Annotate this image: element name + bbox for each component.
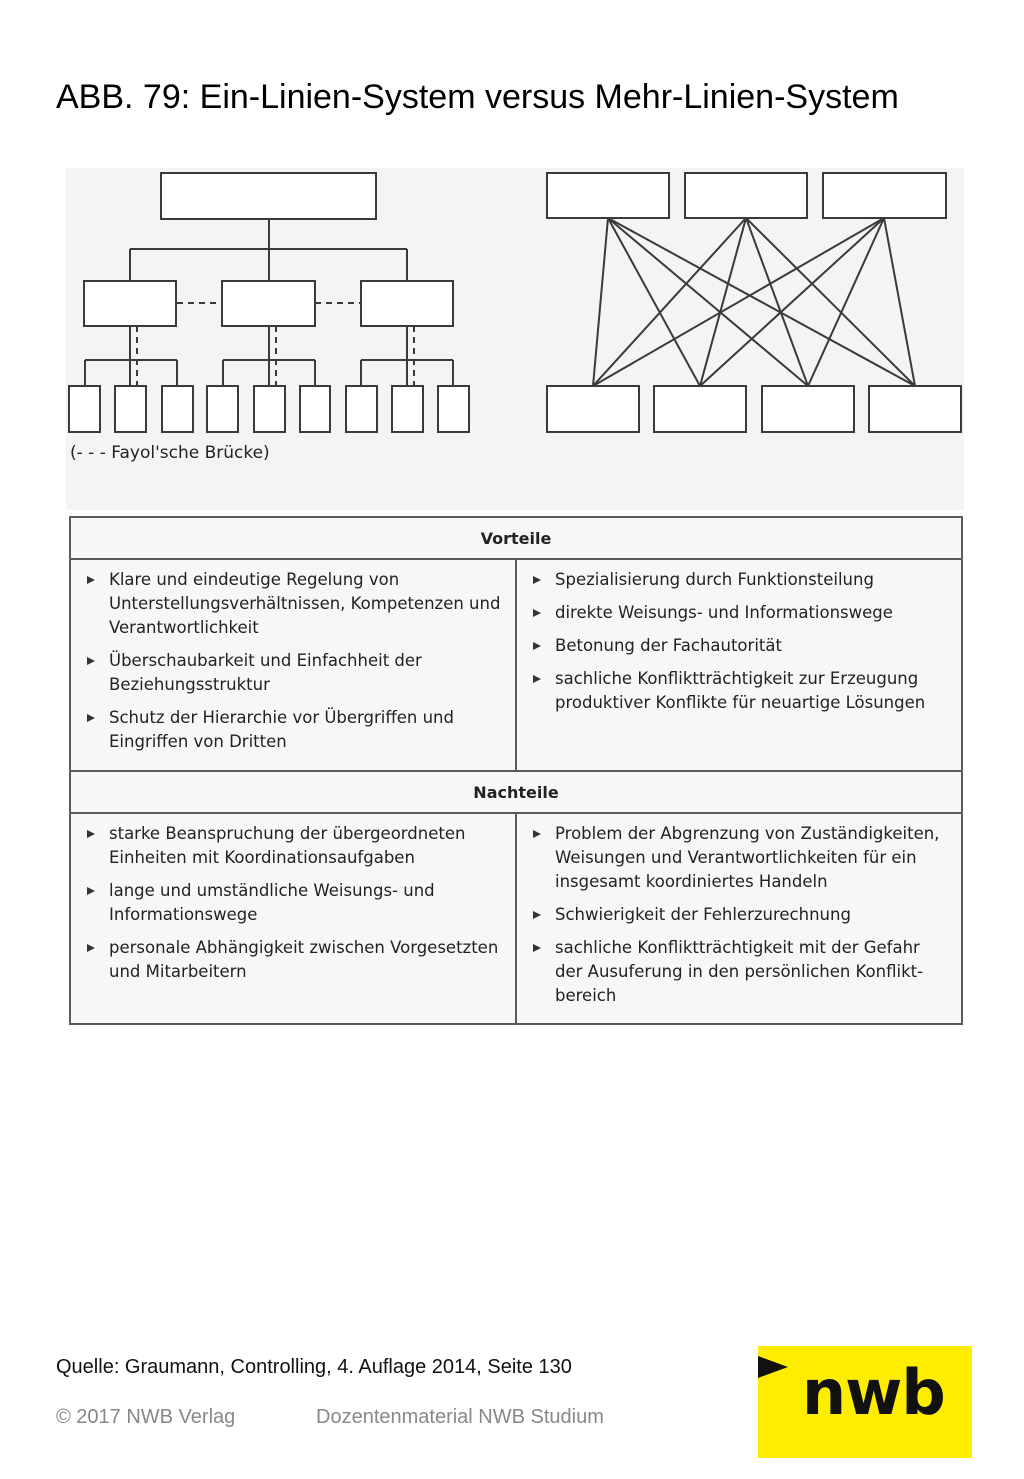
top-unit-box (685, 173, 807, 218)
bullet-triangle-icon (533, 609, 541, 617)
list-item-text: Klare und eindeutige Regelung von Unterstellungsverhältnissen, Kompetenzen und Verantwortlichkeit (109, 570, 501, 637)
list-item-text: Problem der Abgrenzung von Zuständigkeiten, Weisungen und Verantwortlichkeiten für ein insgesamt koordiniertes Handeln (555, 824, 940, 891)
footer-material: Dozentenmaterial NWB Studium (316, 1406, 604, 1428)
comparison-table (69, 516, 963, 1025)
connector-line (808, 218, 884, 386)
middle-unit-box (361, 281, 453, 326)
list-item-text: Schwierigkeit der Fehlerzurechnung (555, 905, 851, 924)
list-item (531, 634, 951, 658)
vorteile-left-cell (70, 559, 516, 771)
list-item-text: sachliche Konfliktträchtigkeit zur Erzeugung produktiver Konflikte für neuartige Lösungen (555, 669, 926, 712)
lower-unit-box (300, 386, 330, 432)
bullet-triangle-icon (533, 576, 541, 584)
lower-unit-box (254, 386, 285, 432)
vorteile-right-cell (516, 559, 962, 771)
list-item-text: Überschaubarkeit und Einfachheit der Beziehungsstruktur (109, 651, 422, 694)
multi-line-system (547, 173, 961, 432)
connector-line (700, 218, 884, 386)
source-citation: Quelle: Graumann, Controlling, 4. Auflage 2014, Seite 130 (56, 1356, 572, 1378)
lower-unit-box (207, 386, 238, 432)
lower-unit-box (346, 386, 377, 432)
vorteile-left-list (85, 568, 505, 754)
top-unit-box (823, 173, 946, 218)
list-item (85, 879, 505, 927)
list-item (85, 706, 505, 754)
footer-copyright: © 2017 NWB Verlag (56, 1406, 236, 1428)
lower-unit-box (392, 386, 423, 432)
single-line-system (69, 173, 469, 432)
connector-line (593, 218, 608, 386)
top-unit-box (547, 173, 669, 218)
list-item-text: Schutz der Hierarchie vor Übergriffen und Eingriffen von Dritten (109, 708, 454, 751)
bullet-triangle-icon (87, 944, 95, 952)
bullet-triangle-icon (533, 830, 541, 838)
list-item (85, 568, 505, 640)
bullet-triangle-icon (87, 714, 95, 722)
bullet-triangle-icon (87, 830, 95, 838)
bullet-triangle-icon (533, 911, 541, 919)
logo-text: nwb (802, 1356, 945, 1429)
fayol-bridge-legend: (- - - Fayol'sche Brücke) (70, 443, 270, 463)
nachteile-left-list (85, 822, 505, 984)
list-item-text: sachliche Konfliktträchtigkeit mit der Gefahr der Ausuferung in den persönlichen Konflikt-bereich (555, 938, 924, 1005)
lower-unit-box (115, 386, 146, 432)
nachteile-right-list (531, 822, 951, 1008)
list-item-text: personale Abhängigkeit zwischen Vorgesetzten und Mitarbeitern (109, 938, 499, 981)
bullet-triangle-icon (533, 944, 541, 952)
vorteile-header: Vorteile (70, 517, 962, 559)
lower-unit-box (762, 386, 854, 432)
lower-unit-box (162, 386, 193, 432)
nachteile-left-cell (70, 813, 516, 1024)
lower-unit-box (69, 386, 100, 432)
list-item (85, 822, 505, 870)
nachteile-right-cell (516, 813, 962, 1024)
list-item-text: Betonung der Fachautorität (555, 636, 782, 655)
middle-unit-box (222, 281, 315, 326)
list-item-text: direkte Weisungs- und Informationswege (555, 603, 893, 622)
lower-unit-box (438, 386, 469, 432)
list-item (531, 601, 951, 625)
page-title: ABB. 79: Ein-Linien-System versus Mehr-Linien-System (56, 78, 899, 116)
vorteile-right-list (531, 568, 951, 715)
multi-line-connectors (593, 218, 915, 386)
list-item (531, 568, 951, 592)
lower-unit-box (869, 386, 961, 432)
logo-arrow-icon (758, 1356, 788, 1378)
nwb-logo (758, 1346, 972, 1458)
bullet-triangle-icon (87, 576, 95, 584)
list-item (531, 903, 951, 927)
list-item (531, 936, 951, 1008)
list-item (85, 649, 505, 697)
list-item-text: Spezialisierung durch Funktionsteilung (555, 570, 874, 589)
bullet-triangle-icon (533, 675, 541, 683)
organization-diagrams (0, 0, 1024, 520)
middle-unit-box (84, 281, 176, 326)
list-item-text: starke Beanspruchung der übergeordneten Einheiten mit Koordinationsaufgaben (109, 824, 466, 867)
list-item (531, 822, 951, 894)
bullet-triangle-icon (87, 657, 95, 665)
lower-unit-box (654, 386, 746, 432)
bullet-triangle-icon (87, 887, 95, 895)
list-item-text: lange und umständliche Weisungs- und Informationswege (109, 881, 435, 924)
list-item (85, 936, 505, 984)
nachteile-header: Nachteile (70, 771, 962, 813)
top-unit-box (161, 173, 376, 219)
lower-unit-box (547, 386, 639, 432)
list-item (531, 667, 951, 715)
bullet-triangle-icon (533, 642, 541, 650)
